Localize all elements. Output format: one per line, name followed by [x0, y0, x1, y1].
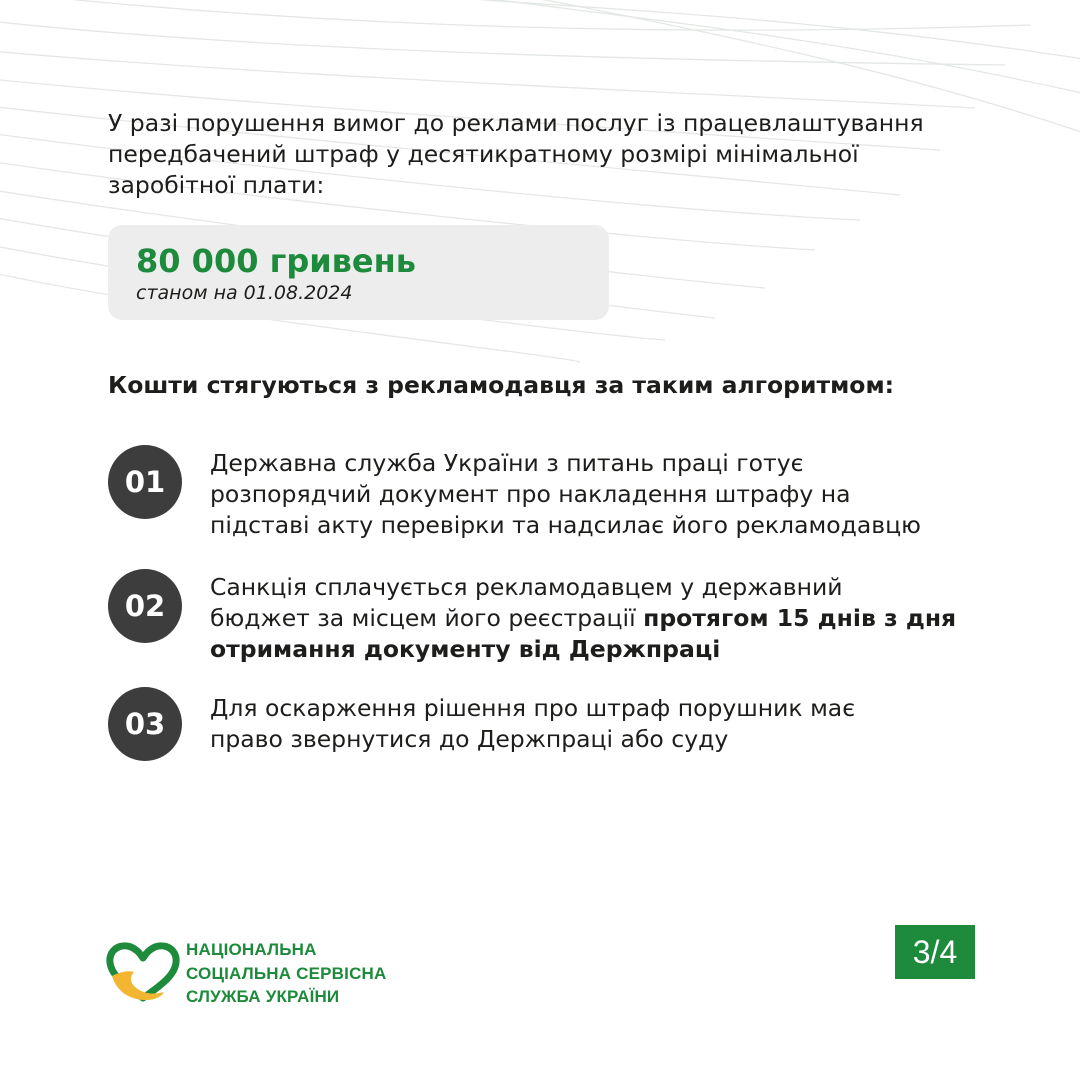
- step-line: підставі акту перевірки та надсилає його рекламодавцю: [210, 511, 921, 539]
- step-description: [210, 448, 980, 541]
- step-text-emphasis: отримання документу від Держпраці: [210, 635, 721, 663]
- step-text-normal: бюджет за місцем його реєстрації: [210, 604, 644, 632]
- intro-line-2: передбачений штраф у десятикратному розмірі мінімальної: [108, 140, 859, 168]
- fine-date-note: станом на 01.08.2024: [136, 282, 353, 304]
- step-line: розпорядчий документ про накладення штрафу на: [210, 480, 851, 508]
- step-line: [210, 603, 980, 634]
- step-line: право звернутися до Держпраці або суду: [210, 725, 729, 753]
- organization-name: [186, 938, 387, 1009]
- step-number-badge: 02: [108, 569, 182, 643]
- org-name-line: СЛУЖБА УКРАЇНИ: [186, 987, 340, 1006]
- step-line: Санкція сплачується рекламодавцем у державний: [210, 573, 843, 601]
- fine-amount: 80 000 гривень: [136, 242, 416, 280]
- org-name-line: СОЦІАЛЬНА СЕРВІСНА: [186, 963, 387, 983]
- algorithm-heading: Кошти стягуються з рекламодавця за таким алгоритмом:: [108, 371, 895, 399]
- step-line: Державна служба України з питань праці готує: [210, 449, 804, 477]
- heart-hand-icon: [106, 940, 180, 1004]
- intro-line-1: У разі порушення вимог до реклами послуг із працевлаштування: [108, 109, 924, 137]
- step-text-emphasis: протягом 15 днів з дня: [643, 604, 957, 632]
- fine-amount-box: [108, 225, 609, 320]
- org-name-line: НАЦІОНАЛЬНА: [186, 940, 317, 959]
- step-description: [210, 693, 980, 755]
- page-indicator: 3/4: [895, 925, 975, 979]
- step-line: [210, 634, 980, 665]
- step-description: [210, 572, 980, 665]
- step-number-badge: 03: [108, 687, 182, 761]
- step-line: Для оскарження рішення про штраф порушник має: [210, 694, 856, 722]
- intro-line-3: заробітної плати:: [108, 171, 325, 199]
- step-number-badge: 01: [108, 445, 182, 519]
- intro-paragraph: [108, 108, 1008, 201]
